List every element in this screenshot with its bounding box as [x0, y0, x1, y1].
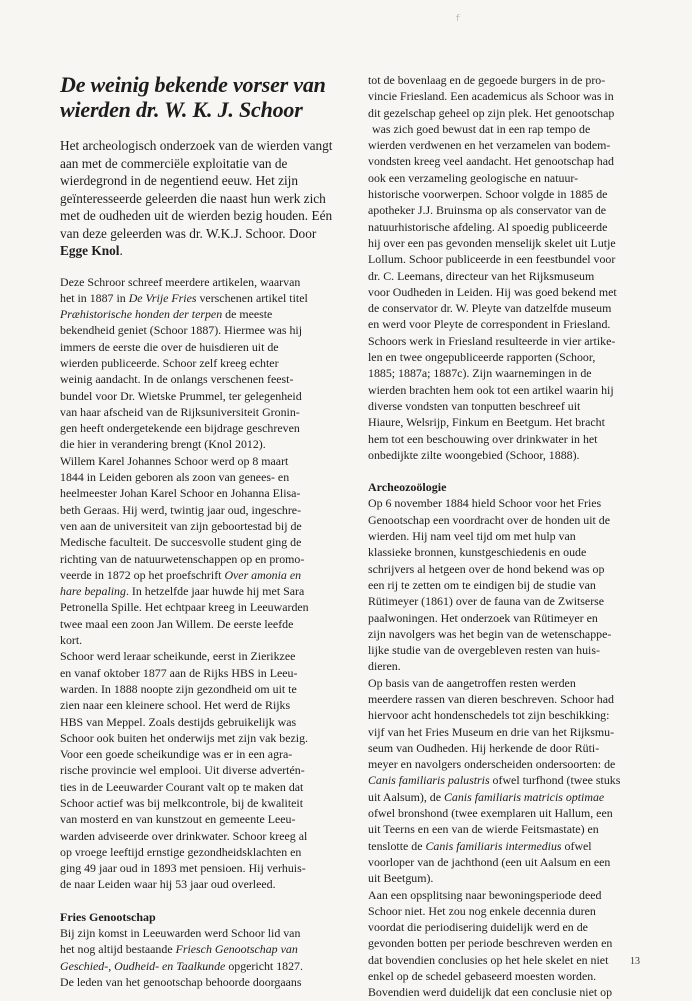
text-line: van haar afscheid van de Rijksuniversiteit Gronin-: [60, 404, 300, 419]
text-line: Petronella Spille. Het echtpaar kreeg in Leeuwarden: [60, 600, 309, 615]
text-line: zien naar een kleinere school. Het werd de Rijks: [60, 698, 291, 713]
paragraph: [368, 675, 653, 887]
text-line: op vroege leeftijd ernstige gezondheidsklachten en: [60, 844, 302, 859]
text-line: hiervoor acht hondenschedels tot zijn beschikking:: [368, 708, 610, 723]
page-number: 13: [630, 956, 640, 967]
text-line: De leden van het genootschap behoorde doorgaans: [60, 974, 302, 989]
intro-end: .: [119, 243, 123, 258]
section-heading: Fries Genootschap: [60, 909, 156, 924]
text-line: Lollum. Schoor publiceerde in een feestbundel voor: [368, 252, 616, 267]
text-line: onbedijkte zilte woongebied (Schoor, 1888).: [368, 447, 580, 462]
text-line: gevonden botten per periode beschreven werden en: [368, 936, 613, 951]
text-line: Willem Karel Johannes Schoor werd op 8 maart: [60, 453, 289, 468]
text-line: dat bovendien conclusies op het hele skelet en niet: [368, 952, 609, 967]
text-line: Schoor ook buiten het onderwijs met zijn vak bezig.: [60, 730, 308, 745]
text-line: voorloper van de jachthond (een uit Aalsum en een: [368, 854, 611, 869]
text-line: rische provincie wel emplooi. Uit diverse advertén-: [60, 763, 305, 778]
text-line: Medische faculteit. De succesvolle student ging de: [60, 535, 302, 550]
text-line: wierden verdwenen en het verzamelen van bodem-: [368, 138, 611, 153]
text-line: beth Geraas. Hij werd, twintig jaar oud, ingeschre-: [60, 502, 302, 517]
text-line: richting van de natuurwetenschappen op en promo-: [60, 551, 305, 566]
text-line: 1885; 1887a; 1887c). Zijn waarnemingen in de: [368, 366, 592, 381]
text-line: Schoor niet. Het zou nog enkele decennia duren: [368, 903, 596, 918]
text-line: Bovendien werd duidelijk dat een conclusie niet op: [368, 985, 613, 1000]
text-line: tot de bovenlaag en de gegoede burgers in de pro-: [368, 73, 606, 87]
text-line: Schoor actief was bij melkcontrole, bij de kwaliteit: [60, 796, 304, 810]
text-line: de conservator dr. W. Pleyte van datzelfde museum: [368, 301, 612, 316]
paragraph: [60, 925, 343, 990]
text-line: warden. In 1888 noopte zijn gezondheid om uit te: [60, 681, 297, 696]
text-line: Genootschap een voordracht over de honden uit de: [368, 512, 611, 527]
paragraph: [368, 887, 653, 1001]
text-line: hare bepaling. In hetzelfde jaar huwde hij met Sara: [60, 584, 305, 599]
text-line: Rütimeyer (1861) over de fauna van de Zwitserse: [368, 594, 605, 609]
author-name: Egge Knol: [60, 243, 120, 258]
text-line: immers de eerste die over de huisdieren uit de: [60, 339, 279, 354]
text-line: voordat die periodisering duidelijk werd en de: [368, 920, 588, 935]
text-line: Aan een opsplitsing naar bewoningsperiode deed: [368, 887, 602, 902]
text-line: zijn navolgers was het begin van de wetenschappe-: [368, 626, 612, 641]
text-line: dit gezelschap geheel op zijn plek. Het genootschap: [368, 105, 615, 120]
text-line: uit Aalsum), de Canis familiaris matricis optimae: [368, 789, 605, 804]
text-line: veerde in 1872 op het proefschrift Over amonia en: [60, 567, 302, 582]
text-line: vincie Friesland. Een academicus als Schoor was in: [368, 89, 614, 104]
text-line: ties in de Leeuwarder Courant valt op te maken dat: [60, 779, 304, 794]
text-line: uit Beetgum).: [368, 871, 434, 886]
article-title: [60, 72, 343, 122]
text-line: natuurhistorische afdeling. Al spoedig publiceerde: [368, 219, 608, 234]
text-line: Op basis van de aangetroffen resten werden: [368, 675, 576, 690]
left-column: [60, 72, 343, 990]
text-line: ven aan de universiteit van zijn geboortestad bij de: [60, 518, 302, 533]
text-line: Schoors werk in Friesland resulteerde in vier artike-: [368, 333, 616, 348]
text-line: uit Teerns en een van de wierde Feitsmastate) en: [368, 822, 599, 837]
text-line: Deze Schroor schreef meerdere artikelen, waarvan: [60, 274, 301, 289]
text-line: het nog altijd bestaande Friesch Genootschap van: [60, 942, 298, 957]
text-line: de naar Leiden waar hij 53 jaar oud overleed.: [60, 877, 276, 892]
text-line: weinig aandacht. In de onlangs verschenen feest-: [60, 372, 294, 387]
text-line: dieren.: [368, 659, 401, 674]
text-line: wierden brachten hem ook tot een artikel waarin hij: [368, 382, 614, 397]
text-line: paalwoningen. Het onderzoek van Rütimeyer en: [368, 610, 598, 625]
text-line: heelmeester Johan Karel Schoor en Johanna Elisa-: [60, 486, 301, 501]
text-line: Schoor werd leraar scheikunde, eerst in Zierikzee: [60, 649, 296, 664]
paragraph: [368, 72, 653, 463]
text-line: bundel voor Dr. Wietske Prummel, ter gelegenheid: [60, 388, 302, 403]
text-line: bekendheid geniet (Schoor 1887). Hiermee was hij: [60, 323, 303, 338]
text-line: hem tot een beschouwing over drinkwater in het: [368, 431, 598, 446]
text-line: vijf van het Fries Museum en drie van het Rijksmu-: [368, 724, 615, 739]
text-line: Bij zijn komst in Leeuwarden werd Schoor lid van: [60, 926, 301, 941]
text-line: die hier in verandering brengt (Knol 2012).: [60, 437, 266, 452]
text-line: Canis familiaris palustris ofwel turfhond (twee stuks: [368, 773, 621, 788]
text-line: Præhistorische honden der terpen de meeste: [60, 307, 273, 322]
right-column: [368, 72, 653, 1001]
text-line: klassieke bronnen, kunstgeschiedenis en oude: [368, 545, 587, 560]
title-line: wierden dr. W. K. J. Schoor: [60, 97, 303, 122]
text-line: tenslotte de Canis familiaris intermedius ofwel: [368, 838, 592, 853]
text-line: hij over een pas gevonden menselijk skelet uit Lutje: [368, 235, 616, 250]
text-line: Voor een goede scheikundige was er in een agra-: [60, 747, 293, 762]
intro-paragraph: [60, 137, 343, 260]
text-line: warden adviseerde over drinkwater. Schoor kreeg al: [60, 828, 308, 843]
text-line: voor Oudheden in Leiden. Hij was goed bekend met: [368, 284, 617, 299]
text-line: ook een verzameling geologische en natuur-: [368, 170, 579, 185]
text-line: seum van Oudheden. Hij herkende de door Rüti-: [368, 740, 600, 755]
text-line: wierden. Hij nam veel tijd om met hulp van: [368, 529, 576, 544]
text-line: meerdere rassen van dieren beschreven. Schoor had: [368, 691, 614, 706]
text-line: Hiaure, Welsrijp, Finkum en Beetgum. Het bracht: [368, 415, 605, 430]
text-line: was zich goed bewust dat in een rap tempo de: [372, 121, 591, 136]
text-line: en werd voor Pleyte de correspondent in Friesland.: [368, 317, 611, 332]
text-line: vondsten kreeg veel aandacht. Het genootschap had: [368, 154, 614, 169]
text-line: en vanaf oktober 1877 aan de Rijks HBS in Leeu-: [60, 665, 298, 680]
text-line: het in 1887 in De Vrije Fries verschenen artikel titel: [60, 290, 308, 305]
title-line: De weinig bekende vorser van: [60, 72, 326, 97]
text-line: gen heeft ondergetekende een bijdrage geschreven: [60, 421, 300, 436]
text-line: Geschied-, Oudheid- en Taalkunde opgericht 1827.: [60, 958, 303, 973]
text-line: lijke studie van de overgebleven resten van huis-: [368, 643, 600, 658]
paragraph: [368, 495, 653, 674]
text-line: len en twee ongepubliceerde rapporten (Schoor,: [368, 350, 596, 365]
text-line: diverse vondsten van tonputten beschreef uit: [368, 398, 581, 413]
text-line: van mosterd en van kunstzout en gemeente Leeu-: [60, 812, 296, 827]
left-body: [60, 274, 343, 991]
text-line: meyer en navolgers onderscheiden ondersoorten: de: [368, 757, 616, 772]
paragraph: [60, 274, 343, 453]
text-line: een rij te zetten om te eindigen bij de studie van: [368, 577, 596, 592]
text-line: HBS van Meppel. Zoals destijds gebruikelijk was: [60, 714, 297, 729]
text-line: wierden publiceerde. Schoor zelf kreeg echter: [60, 355, 279, 370]
text-line: ging 49 jaar oud in 1893 met pensioen. Hij verhuis-: [60, 861, 306, 876]
paragraph: [60, 648, 343, 892]
text-line: apotheker J.J. Bruinsma op als conservator van de: [368, 203, 607, 218]
text-line: historische voorwerpen. Schoor volgde in 1885 de: [368, 187, 608, 202]
intro-text: Het archeologisch onderzoek van de wierden vangt aan met de commerciële exploitatie van de wierdegrond in de negentiend eeuw. Het zijn geïnteresseerde geleerden die naast hun werk zich met de oudheden uit de wierden bezig houden. Eén van deze geleerden was dr. W.K.J. Schoor. Door: [60, 138, 333, 241]
text-line: ofwel bronshond (twee exemplaren uit Hallum, een: [368, 806, 613, 821]
text-line: dr. C. Leemans, directeur van het Rijksmuseum: [368, 268, 595, 283]
text-line: 1844 in Leiden geboren als zoon van genees- en: [60, 470, 290, 485]
corner-mark: f: [455, 14, 461, 24]
text-line: enkel op de schedel gebaseerd moesten worden.: [368, 969, 597, 984]
text-line: Op 6 november 1884 hield Schoor voor het Fries: [368, 496, 602, 511]
text-line: kort.: [60, 633, 83, 648]
section-heading: Archeozoölogie: [368, 480, 447, 495]
text-line: schrijvers al hetgeen over de hond bekend was op: [368, 561, 605, 576]
text-line: twee maal een zoon Jan Willem. De eerste leefde: [60, 616, 294, 631]
paragraph: [60, 453, 343, 649]
